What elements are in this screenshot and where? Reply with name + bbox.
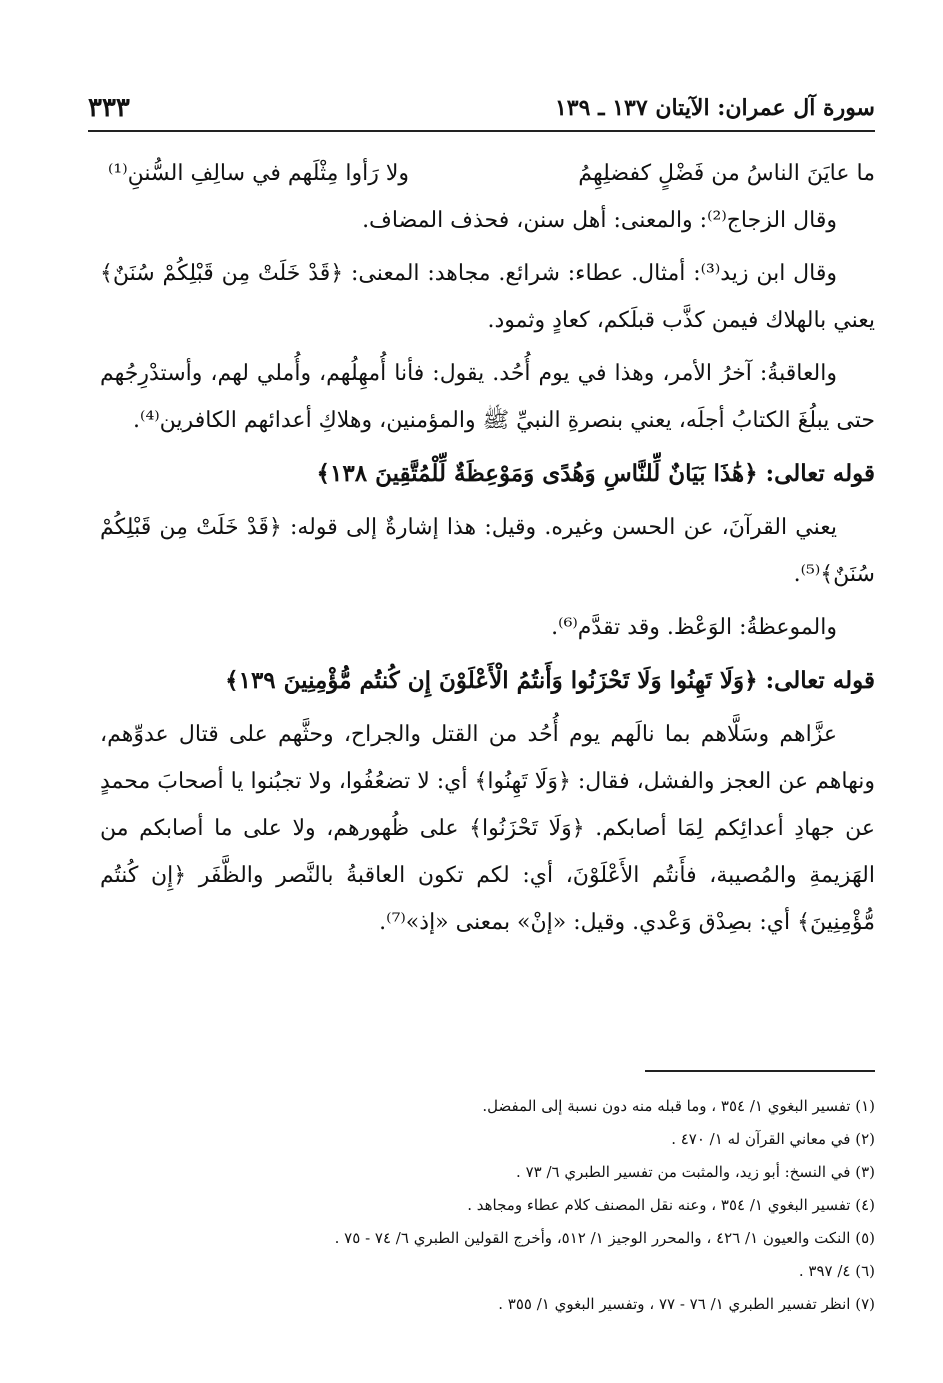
verse-heading-139 <box>100 657 875 705</box>
page-number: ٣٣٣ <box>88 93 130 123</box>
footnote-item: (٦) ٤/ ٣٩٧ . <box>798 1262 875 1280</box>
footnote-item: (٧) انظر تفسير الطبري ١/ ٧٦ - ٧٧ ، وتفسير البغوي ١/ ٣٥٥ . <box>498 1295 875 1313</box>
paragraph-quran-meaning: يعني القرآنَ، عن الحسن وغيره. وقيل: هذا إشارةٌ إلى قوله: ﴿قَدْ خَلَتْ مِن قَبْلِكُمْ سُنَنٌ﴾⁽⁵⁾. <box>100 515 875 587</box>
quran-verse-139: ﴿وَلَا تَهِنُوا وَلَا تَحْزَنُوا وَأَنتُمُ الْأَعْلَوْنَ إِن كُنتُم مُّؤْمِنِينَ ١٣٩﴾ <box>225 667 758 694</box>
verse-heading-138 <box>100 450 875 498</box>
paragraph-tafsir-139: عزَّاهم وسَلَّاهم بما نالَهم يوم أُحُد من القتل والجراح، وحثَّهم على قتال عدوِّهم، ونهاهم عن العجز والفشل، فقال: ﴿وَلَا تَهِنُوا﴾ أي: لا تضعُفُوا، ولا تجبُنوا يا أصحابَ محمدٍ عن جهادِ أعدائِكم لِمَا أصابكم. ﴿وَلَا تَحْزَنُوا﴾ على ظُهورهم، ولا على ما أصابكم من الهَزيمةِ والمُصيبة، فأَنتُم الأَعْلَوْنَ، أي: لكم تكون العاقبةُ بالنَّصر والظَّفَر ﴿إِن كُنتُم مُّؤْمِنِينَ﴾ أي: بصِدْق وَعْدي. وقيل: «إنْ» بمعنى «إذ»⁽⁷⁾. <box>100 722 875 935</box>
running-header <box>88 86 875 132</box>
footnotes <box>120 1090 875 1321</box>
heading-lead: قوله تعالى: <box>765 460 875 487</box>
footnote-item: (٥) النكت والعيون ١/ ٤٢٦ ، والمحرر الوجيز ١/ ٥١٢، وأخرج القولين الطبري ٦/ ٧٤ - ٧٥ . <box>334 1229 875 1247</box>
footnote-item: (١) تفسير البغوي ١/ ٣٥٤ ، وما قبله منه دون نسبة إلى المفضل. <box>482 1097 875 1115</box>
paragraph-ibn-zayd: وقال ابن زيد⁽³⁾: أمثال. عطاء: شرائع. مجاهد: المعنى: ﴿قَدْ خَلَتْ مِن قَبْلِكُمْ سُنَنٌ﴾ يعني بالهلاك فيمن كذَّب قبلَكم، كعادٍ وثمود. <box>100 261 875 333</box>
heading-lead: قوله تعالى: <box>765 667 875 694</box>
poem-hemistich-right: ما عايَنَ الناسُ من فَضْلٍ كفضلِهِمُ <box>578 161 875 186</box>
header-title: سورة آل عمران: الآيتان ١٣٧ ـ ١٣٩ <box>554 95 875 121</box>
poem-hemistich-left: ولا رَأوا مِثْلَهم في سالِفِ السُّننِ⁽¹⁾ <box>108 161 410 186</box>
quran-verse-138: ﴿هَٰذَا بَيَانٌ لِّلنَّاسِ وَهُدًى وَمَوْعِظَةٌ لِّلْمُتَّقِينَ ١٣٨﴾ <box>316 460 758 487</box>
paragraph-zajjaj: وقال الزجاج⁽²⁾: والمعنى: أهل سنن، فحذف المضاف. <box>362 208 837 233</box>
footnote-item: (٢) في معاني القرآن له ١/ ٤٧٠ . <box>671 1130 875 1148</box>
main-text <box>100 150 875 946</box>
paragraph-aqiba: والعاقبةُ: آخرُ الأمر، وهذا في يوم أُحُد. يقول: فأنا أُمهِلُهم، وأُملي لهم، وأستدْرِجُهم حتى يبلُغَ الكتابُ أجلَه، يعني بنصرةِ النبيِّ ﷺ والمؤمنين، وهلاكِ أعدائهم الكافرين⁽⁴⁾. <box>100 361 875 433</box>
poem-verse <box>100 150 875 197</box>
footnote-item: (٤) تفسير البغوي ١/ ٣٥٤ ، وعنه نقل المصنف كلام عطاء ومجاهد . <box>467 1196 875 1214</box>
paragraph-mawiza: والموعظةُ: الوَعْظ. وقد تقدَّم⁽⁶⁾. <box>551 615 837 640</box>
footnote-item: (٣) في النسخ: أبو زيد، والمثبت من تفسير الطبري ٦/ ٧٣ . <box>516 1163 875 1181</box>
footnote-divider <box>645 1070 875 1072</box>
